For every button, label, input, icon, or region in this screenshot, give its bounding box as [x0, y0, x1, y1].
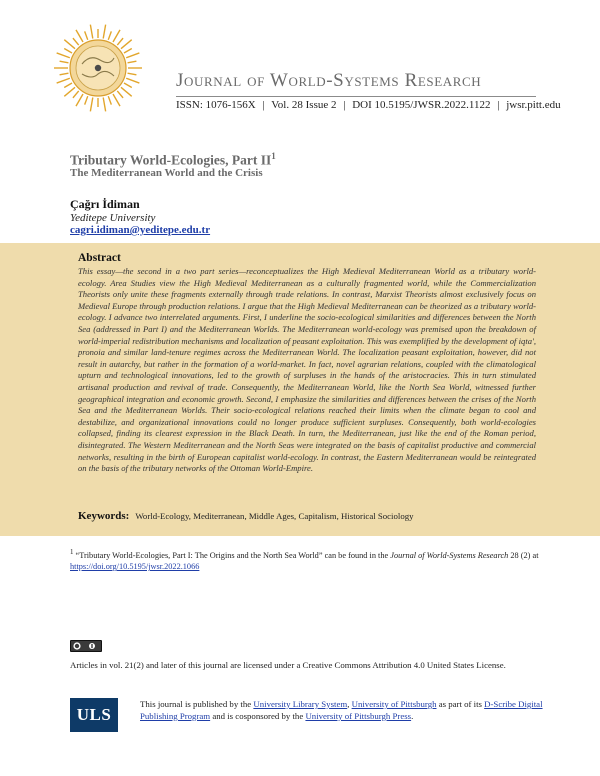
header-divider: [176, 96, 536, 97]
publisher-comma: ,: [347, 699, 352, 709]
article-title-text: Tributary World-Ecologies, Part II: [70, 152, 272, 168]
abstract-text: This essay—the second in a two part series—reconceptualizes the High Medieval Mediterranean World as a tributary world-ecology. Area Studies view the High Medieval Mediterranean as a culturally fragmented world, while the Commercialization Theorists only unite these fragments externally through trade relations. In contrast, Marxist Theorists almost exclusively focus on Medieval Europe through production relations. I argue that the High Medieval Mediterranean can be theorized as a tributary world-ecology. I advance two interrelated arguments. First, I underline the socio-ecological similarities and differences between the North Sea (addressed in Part I) and the Mediterranean Worlds. The Mediterranean world-ecology was premised upon the breakdown of world-imperial redistribution mechanisms and localization of peasant exploitation. This was exemplified by the development of iqta', pronoia and similar land-tenure regimes across the Mediterranean World. The localization peasant exploitation, however, did not result in autarchy, but rather in the formation of a world-market. In fact, novel agrarian relations, coupled with the climatological upturn and technological innovations, led to the growth of surpluses in the hands of the aristocracies. This in turn stimulated artisanal production and revival of trade. Consequently, the Mediterranean World, like the North Sea World, witnessed further geographical integration and economic growth. Second, I emphasize the similarities and differences between the crises of the North Sea and the Mediterranean Worlds. Their socio-ecological relations reached their limits when the climate began to cool and destabilize, and organizational innovations could no longer produce sufficient surpluses. Consequently, both world-ecologies collapsed, finding its clearest expression in the Black Death. In turn, the Mediterranean, just like the end of the Roman period, disintegrated. The Western Mediterranean and the North Seas were integrated on the basis of capitalist productive and commercial networks, resulting in the birth of European capitalist world-ecology. In contrast, the Eastern Mediterranean would be reintegrated on the basis of the tributary networks of the Ottoman World-Empire.: [78, 266, 536, 474]
keywords-text: World-Ecology, Mediterranean, Middle Ages, Capitalism, Historical Sociology: [135, 511, 414, 521]
logo-ray: [57, 53, 70, 58]
logo-ray: [57, 78, 70, 83]
logo-ray: [126, 78, 139, 83]
abstract-section: [0, 243, 600, 536]
footnote-journal: Journal of World-Systems Research: [390, 550, 509, 560]
logo-ray: [64, 40, 75, 49]
logo-ray: [128, 73, 137, 75]
publisher-end: .: [411, 710, 414, 721]
issn-line: [176, 99, 561, 111]
logo-ray: [113, 30, 120, 42]
keywords: [78, 510, 414, 522]
volume: Vol. 28: [271, 99, 303, 111]
logo-ray: [126, 53, 139, 58]
logo-ray: [73, 91, 79, 98]
pitt-press-link[interactable]: University of Pittsburgh Press: [305, 710, 412, 721]
logo-ray: [85, 31, 88, 39]
license-text: Articles in vol. 21(2) and later of this journal are licensed under a Creative Commons Attribution 4.0 United States License.: [70, 660, 506, 670]
logo-ray: [124, 83, 132, 88]
uls-logo: ULS: [70, 698, 118, 732]
cc-by-icon[interactable]: [70, 640, 102, 652]
logo-ray: [76, 30, 83, 42]
issn: ISSN: 1076-156X: [176, 99, 256, 111]
journal-logo-icon: [52, 22, 144, 114]
issue: Issue 2: [305, 99, 337, 111]
pitt-link[interactable]: University of Pittsburgh: [351, 699, 437, 709]
logo-ray: [60, 61, 69, 63]
abstract-heading: Abstract: [78, 252, 121, 264]
publisher-text-cosponsor: and is cosponsored by the: [210, 710, 306, 721]
logo-ray: [128, 61, 137, 63]
logo-ray: [117, 91, 123, 98]
footnote: [70, 547, 540, 573]
keywords-label: Keywords:: [78, 510, 130, 522]
logo-ray: [64, 87, 75, 96]
article-title: [70, 151, 276, 169]
logo-ray: [73, 38, 79, 45]
doi: DOI 10.5195/JWSR.2022.1122: [352, 99, 491, 111]
logo-ray: [108, 31, 111, 39]
logo-ray: [64, 49, 72, 54]
article-subtitle: The Mediterranean World and the Crisis: [70, 167, 263, 179]
separator: |: [343, 99, 346, 111]
logo-ray: [108, 96, 111, 104]
author-affiliation: Yeditepe University: [70, 212, 156, 224]
footnote-text-after: 28 (2) at: [508, 550, 539, 560]
logo-ray: [117, 38, 123, 45]
title-footnote-mark[interactable]: 1: [271, 151, 276, 161]
publisher-note: [140, 699, 550, 723]
journal-title: Journal of World-Systems Research: [176, 70, 482, 91]
author-name: Çağrı İdiman: [70, 197, 140, 211]
logo-ray: [103, 98, 105, 112]
logo-ray: [76, 94, 83, 106]
separator: |: [262, 99, 265, 111]
logo-ray: [124, 49, 132, 54]
author-email-link[interactable]: cagri.idiman@yeditepe.edu.tr: [70, 224, 211, 236]
publisher-text: This journal is published by the: [140, 699, 254, 709]
footnote-doi-link[interactable]: https://doi.org/10.5195/jwsr.2022.1066: [70, 562, 200, 572]
logo-ray: [60, 73, 69, 75]
separator: |: [497, 99, 500, 111]
publisher-text-mid: as part of its: [436, 699, 485, 709]
logo-ray: [121, 87, 132, 96]
logo-ray: [121, 40, 132, 49]
dscribe-link[interactable]: D-Scribe Digital Publishing Program: [140, 699, 543, 721]
footnote-mark: 1: [70, 549, 74, 556]
logo-ray: [85, 96, 88, 104]
logo-ray: [90, 25, 92, 39]
footnote-text: “Tributary World-Ecologies, Part I: The Origins and the North Sea World” can be found in the: [73, 550, 391, 560]
logo-ray: [113, 94, 120, 106]
logo-ray: [90, 98, 92, 112]
logo-ray: [64, 83, 72, 88]
journal-site[interactable]: jwsr.pitt.edu: [506, 99, 561, 111]
uls-link[interactable]: University Library System: [253, 699, 348, 709]
logo-ray: [103, 25, 105, 39]
